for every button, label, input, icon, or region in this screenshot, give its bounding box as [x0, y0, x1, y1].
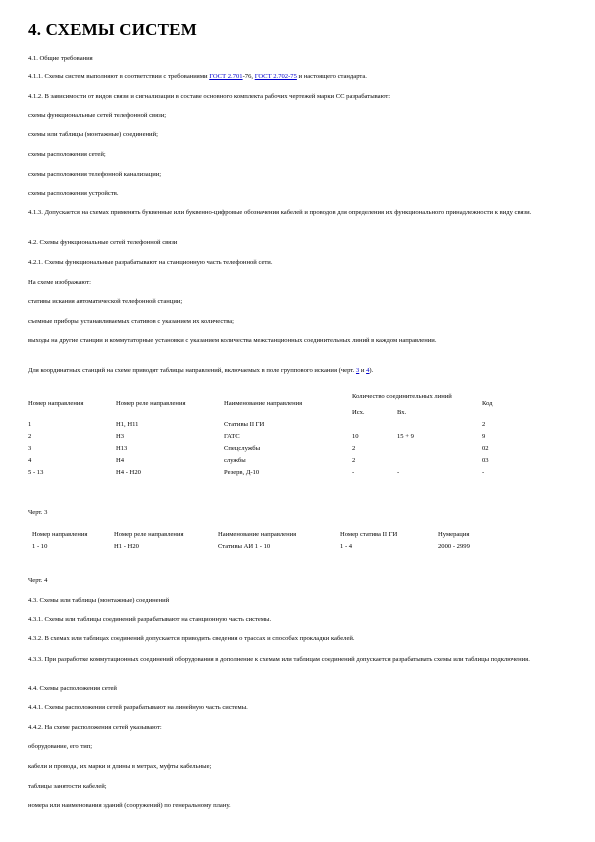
list-item: схемы расположения телефонной канализации; — [28, 171, 162, 178]
list-item: выходы на другие станции и коммутаторные установки с указанием количества межстанционных соединительных линий в каждом направлении. — [28, 337, 437, 344]
table-header-cell: Исх. — [352, 408, 365, 416]
paragraph-text: и — [359, 367, 367, 374]
table-header-cell: Номер направления — [32, 530, 88, 538]
gost-2701-link[interactable]: ГОСТ 2.701 — [209, 73, 243, 80]
table-cell: 2 — [28, 432, 32, 440]
table-cell — [397, 442, 482, 454]
table-cell: - — [352, 468, 355, 476]
paragraph: 4.4.1. Схемы расположения сетей разрабатывают на линейную часть системы. — [28, 704, 248, 711]
paragraph-text: Для координатных станций на схеме приводят таблицы направлений, включаемых в поле группового искания (черт. — [28, 367, 356, 374]
paragraph: 4.4.2. На схеме расположения сетей указывают: — [28, 724, 162, 731]
table-header-cell: Количество соединительных линий — [352, 393, 452, 400]
list-item: съемные приборы устанавливаемых стативов с указанием их количества; — [28, 318, 234, 325]
table-row — [28, 442, 512, 454]
list-item: стативы искания автоматической телефонной станции; — [28, 298, 183, 305]
table-cell: 5 - 13 — [28, 468, 44, 476]
table-cell: Спецслужбы — [224, 444, 261, 452]
list-item: схемы расположения сетей; — [28, 151, 106, 158]
paragraph: 4.1.2. В зависимости от видов связи и сигнализации в составе основного комплекта рабочих чертежей марки СС разрабатывают: — [28, 93, 391, 100]
chert-3-link[interactable]: 3 — [355, 367, 360, 374]
table-cell: 9 — [482, 432, 486, 440]
paragraph-text: -76, — [242, 73, 255, 80]
page-title: 4. СХЕМЫ СИСТЕМ — [28, 20, 197, 39]
table-cell — [352, 418, 397, 430]
paragraph: 4.3.1. Схемы или таблицы соединений разрабатывают на станционную часть системы. — [28, 616, 272, 623]
table-header-cell: Нумерация — [438, 530, 470, 538]
table-cell: 10 — [352, 432, 359, 440]
table-cell: Н13 — [116, 444, 128, 452]
table-header-cell: Номер реле направления — [114, 530, 184, 538]
table-row — [32, 540, 508, 552]
table-cell: 1 — [28, 420, 32, 428]
figure-caption: Черт. 4 — [28, 577, 48, 584]
table-cell: - — [397, 468, 400, 476]
paragraph: 4.3.3. При разработке коммутационных соединений оборудования в дополнение к схемам или таблицам соединений допускается разрабатывать схемы или таблицы подключения. — [28, 656, 530, 663]
table-header-row — [28, 388, 512, 406]
table-cell: Н1, Н11 — [116, 420, 139, 428]
table-cell — [397, 418, 482, 430]
table-header-cell: Наименование направления — [224, 399, 303, 407]
table-cell: 2 — [482, 420, 486, 428]
table-row — [28, 454, 512, 466]
table-cell: Н3 — [116, 432, 125, 440]
figure-caption: Черт. 3 — [28, 509, 48, 516]
paragraph: 4.1.3. Допускается на схемах применять буквенные или буквенно-цифровые обозначения кабелей и проводов для определения их функционального принадлежности к виду связи. — [28, 209, 532, 216]
directions-table — [28, 388, 512, 478]
table-cell: Стативы АИ 1 - 10 — [218, 542, 271, 550]
table-cell: 4 — [28, 456, 32, 464]
list-item: оборудование, его тип; — [28, 743, 93, 750]
table-cell: 15 + 9 — [397, 432, 414, 440]
paragraph: На схеме изображают: — [28, 279, 91, 286]
section-heading: 4.1. Общие требования — [28, 55, 93, 62]
table-cell: ГАТС — [224, 432, 240, 440]
table-header-row — [32, 528, 508, 540]
paragraph — [28, 73, 568, 82]
list-item: таблицы занятости кабелей; — [28, 783, 107, 790]
table-header-cell: Вх. — [397, 408, 407, 416]
table-cell: Резерв, Д-10 — [224, 468, 260, 476]
paragraph-text: 4.1.1. Схемы систем выполняют в соответствии с требованиями — [28, 73, 210, 80]
table-cell: Н1 - Н20 — [114, 542, 139, 550]
gost-2702-link[interactable]: ГОСТ 2.702-75 — [254, 73, 297, 80]
table-cell: - — [482, 468, 485, 476]
table-cell: 3 — [28, 444, 32, 452]
paragraph: 4.2.1. Схемы функциональные разрабатывают на станционную часть телефонной сети. — [28, 259, 273, 266]
list-item: схемы расположения устройств. — [28, 190, 119, 197]
table-row — [28, 418, 512, 430]
table-row — [28, 466, 512, 478]
numbering-table — [32, 528, 508, 552]
table-header-cell: Номер направления — [28, 399, 84, 407]
table-cell: 02 — [482, 444, 489, 452]
table-cell: 1 - 10 — [32, 542, 48, 550]
list-item: номера или наименования зданий (сооружений) по генеральному плану. — [28, 802, 231, 809]
table-header-cell: Наименование направления — [218, 530, 297, 538]
paragraph: 4.3.2. В схемах или таблицах соединений допускается приводить сведения о трассах и способах прокладки кабелей. — [28, 635, 355, 642]
table-header-cell: Номер статива II ГИ — [340, 530, 398, 538]
paragraph — [28, 367, 568, 376]
list-item: схемы или таблицы (монтажные) соединений; — [28, 131, 158, 138]
table-cell — [397, 454, 482, 466]
table-cell: Стативы II ГИ — [224, 420, 265, 428]
list-item: кабели и провода, их марки и длины в метрах, муфты кабельные; — [28, 763, 212, 770]
section-heading: 4.3. Схемы или таблицы (монтажные) соединений — [28, 597, 170, 604]
table-header-cell: Номер реле направления — [116, 399, 186, 407]
paragraph-text: и настоящего стандарта. — [296, 73, 367, 80]
table-cell: Н4 — [116, 456, 125, 464]
chert-4-link[interactable]: 4 — [366, 367, 370, 374]
table-header-cell: Код — [482, 399, 493, 407]
table-cell: 2000 - 2999 — [438, 542, 470, 550]
table-cell: службы — [224, 456, 246, 464]
table-cell: 2 — [352, 444, 356, 452]
table-cell: 03 — [482, 456, 489, 464]
table-cell: 1 - 4 — [340, 542, 353, 550]
table-row — [28, 430, 512, 442]
paragraph-text: ). — [369, 367, 374, 374]
table-cell: Н4 - Н20 — [116, 468, 141, 476]
section-heading: 4.4. Схемы расположения сетей — [28, 685, 117, 692]
section-heading: 4.2. Схемы функциональные сетей телефонной связи — [28, 239, 178, 246]
table-cell: 2 — [352, 456, 356, 464]
list-item: схемы функциональные сетей телефонной связи; — [28, 112, 167, 119]
